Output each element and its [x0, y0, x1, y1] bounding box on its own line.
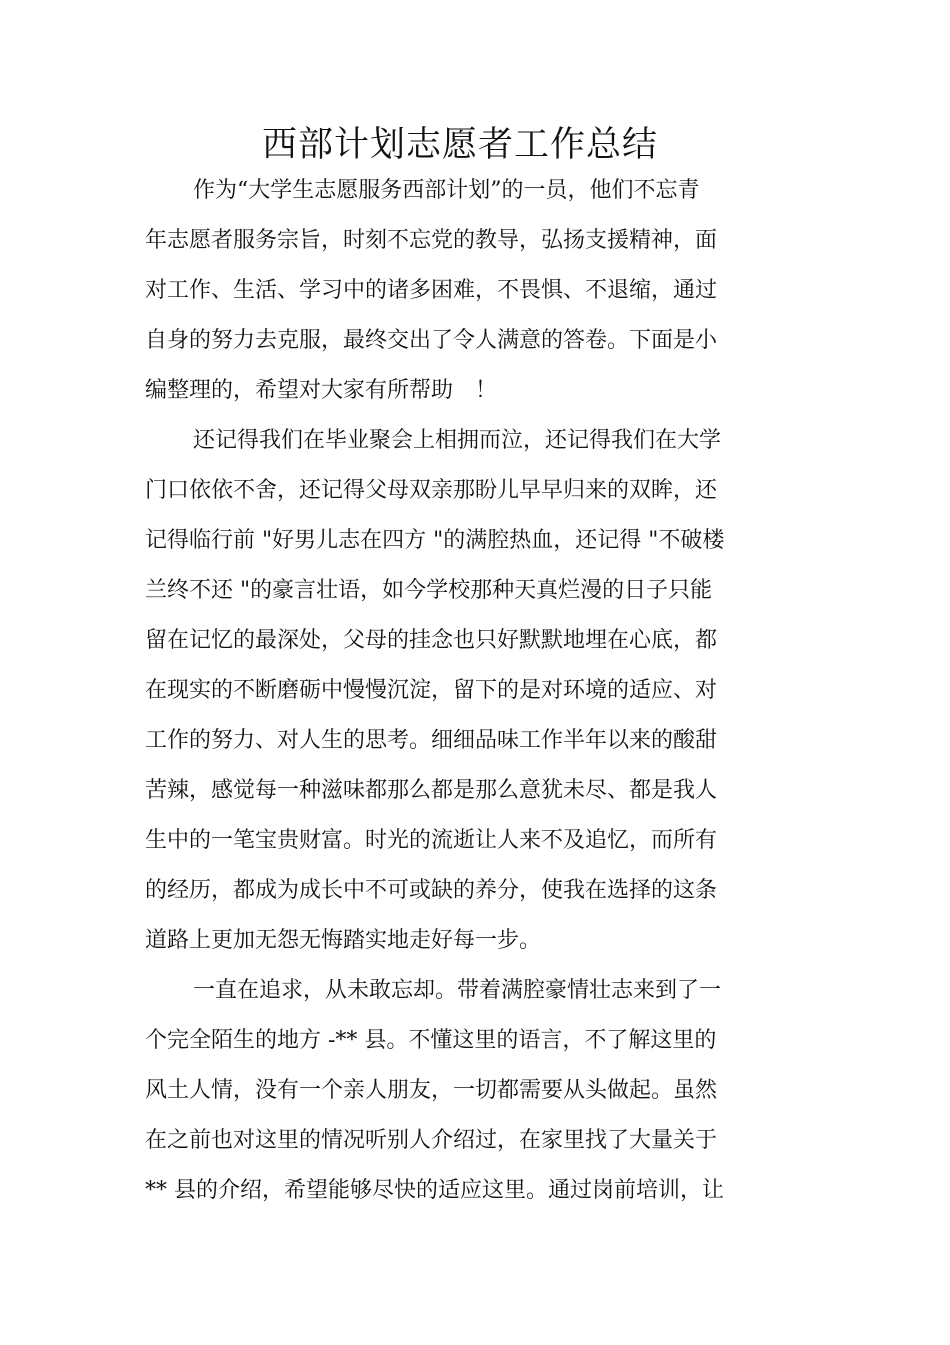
paragraph-2-line-9: 生中的一笔宝贵财富。时光的流逝让人来不及追忆，而所有	[145, 828, 718, 853]
paragraph-3-line-2: 个完全陌生的地方 -** 县。不懂这里的语言，不了解这里的	[145, 1028, 717, 1053]
paragraph-2-line-4: 兰终不还 "的豪言壮语，如今学校那种天真烂漫的日子只能	[145, 578, 713, 603]
paragraph-1-line-2: 年志愿者服务宗旨，时刻不忘党的教导，弘扬支援精神，面	[145, 228, 718, 253]
paragraph-2-line-1: 还记得我们在毕业聚会上相拥而泣，还记得我们在大学	[193, 428, 722, 453]
document-title: 西部计划志愿者工作总结	[261, 125, 658, 165]
paragraph-1-line-3: 对工作、生活、学习中的诸多困难，不畏惧、不退缩，通过	[145, 278, 718, 303]
paragraph-2-line-3: 记得临行前 "好男儿志在四方 "的满腔热血，还记得 "不破楼	[145, 528, 725, 553]
paragraph-2-line-6: 在现实的不断磨砺中慢慢沉淀，留下的是对环境的适应、对	[145, 678, 718, 703]
paragraph-2-line-8: 苦辣，感觉每一种滋味都那么都是那么意犹未尽、都是我人	[145, 778, 718, 803]
paragraph-2-line-7: 工作的努力、对人生的思考。细细品味工作半年以来的酸甜	[145, 728, 718, 753]
paragraph-2-line-11: 道路上更加无怨无悔踏实地走好每一步。	[145, 928, 542, 953]
paragraph-3-line-5: ** 县的介绍，希望能够尽快的适应这里。通过岗前培训，让	[145, 1178, 724, 1203]
paragraph-1-line-4: 自身的努力去克服，最终交出了令人满意的答卷。下面是小	[145, 328, 718, 353]
paragraph-3-line-3: 风土人情，没有一个亲人朋友，一切都需要从头做起。虽然	[145, 1078, 718, 1103]
paragraph-1-line-1: 作为“大学生志愿服务西部计划”的一员，他们不忘青	[193, 178, 700, 203]
paragraph-2-line-10: 的经历，都成为成长中不可或缺的养分，使我在选择的这条	[145, 878, 718, 903]
paragraph-3-line-4: 在之前也对这里的情况听别人介绍过，在家里找了大量关于	[145, 1128, 718, 1153]
paragraph-3-line-1: 一直在追求，从未敢忘却。带着满腔豪情壮志来到了一	[193, 978, 722, 1003]
paragraph-2-line-2: 门口依依不舍，还记得父母双亲那盼儿早早归来的双眸，还	[145, 478, 718, 503]
paragraph-1-line-5: 编整理的，希望对大家有所帮助 ！	[145, 378, 498, 403]
paragraph-2-line-5: 留在记忆的最深处，父母的挂念也只好默默地埋在心底，都	[145, 628, 718, 653]
